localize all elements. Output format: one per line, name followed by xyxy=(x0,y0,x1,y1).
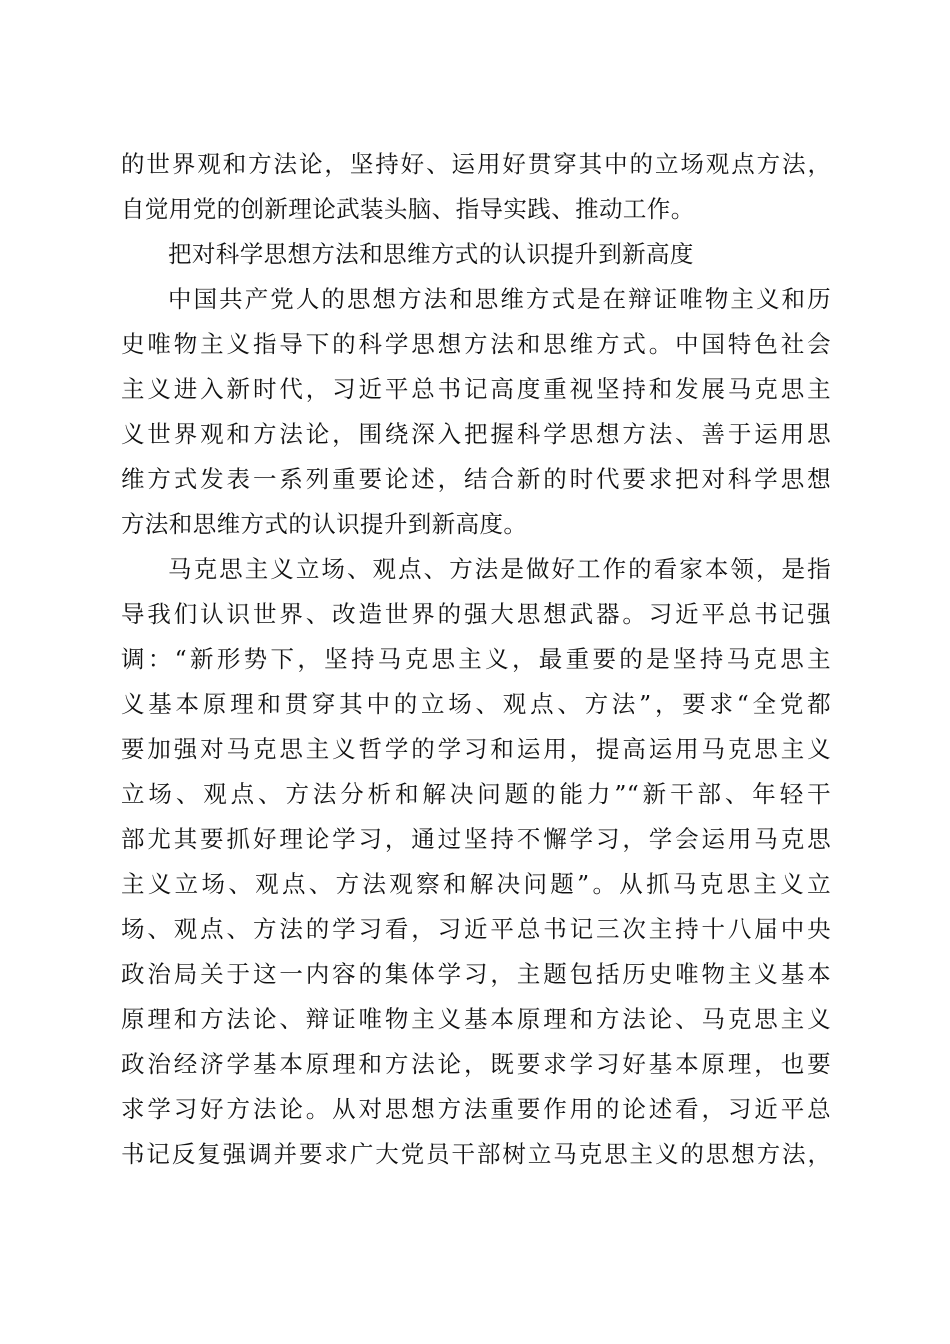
text-line: 方法和思维方式的认识提升到新高度。 xyxy=(121,510,528,538)
text-line: 政治经济学基本原理和方法论，既要求学习好基本原理，也要 xyxy=(121,1050,831,1078)
text-line: 要加强对马克思主义哲学的学习和运用，提高运用马克思主义 xyxy=(121,735,831,763)
text-line: 导我们认识世界、改造世界的强大思想武器。习近平总书记强 xyxy=(121,600,831,628)
text-line: 立场、观点、方法分析和解决问题的能力”“新干部、年轻干 xyxy=(121,780,831,808)
text-line: 的世界观和方法论，坚持好、运用好贯穿其中的立场观点方法， xyxy=(121,150,831,178)
paragraph xyxy=(121,547,831,1177)
text-line: 求学习好方法论。从对思想方法重要作用的论述看，习近平总 xyxy=(121,1095,831,1123)
text-line: 场、观点、方法的学习看，习近平总书记三次主持十八届中央 xyxy=(121,915,831,943)
text-line: 书记反复强调并要求广大党员干部树立马克思主义的思想方法， xyxy=(121,1140,831,1168)
text-line: 主义立场、观点、方法观察和解决问题”。从抓马克思主义立 xyxy=(121,870,831,898)
text-line: 马克思主义立场、观点、方法是做好工作的看家本领，是指 xyxy=(168,555,831,583)
paragraph xyxy=(121,277,831,547)
text-line: 自觉用党的创新理论武装头脑、指导实践、推动工作。 xyxy=(121,195,695,223)
text-line: 史唯物主义指导下的科学思想方法和思维方式。中国特色社会 xyxy=(121,330,831,358)
text-line: 部尤其要抓好理论学习，通过坚持不懈学习，学会运用马克思 xyxy=(121,825,831,853)
section-heading: 把对科学思想方法和思维方式的认识提升到新高度 xyxy=(168,240,694,268)
text-line: 原理和方法论、辩证唯物主义基本原理和方法论、马克思主义 xyxy=(121,1005,831,1033)
text-line: 主义进入新时代，习近平总书记高度重视坚持和发展马克思主 xyxy=(121,375,831,403)
text-line: 义世界观和方法论，围绕深入把握科学思想方法、善于运用思 xyxy=(121,420,831,448)
text-line: 义基本原理和贯穿其中的立场、观点、方法”，要求“全党都 xyxy=(121,690,831,718)
text-line: 维方式发表一系列重要论述，结合新的时代要求把对科学思想 xyxy=(121,465,831,493)
text-line: 中国共产党人的思想方法和思维方式是在辩证唯物主义和历 xyxy=(168,285,831,313)
document-body xyxy=(121,142,831,1177)
text-line: 政治局关于这一内容的集体学习，主题包括历史唯物主义基本 xyxy=(121,960,831,988)
text-line: 调：“新形势下，坚持马克思主义，最重要的是坚持马克思主 xyxy=(121,645,831,673)
